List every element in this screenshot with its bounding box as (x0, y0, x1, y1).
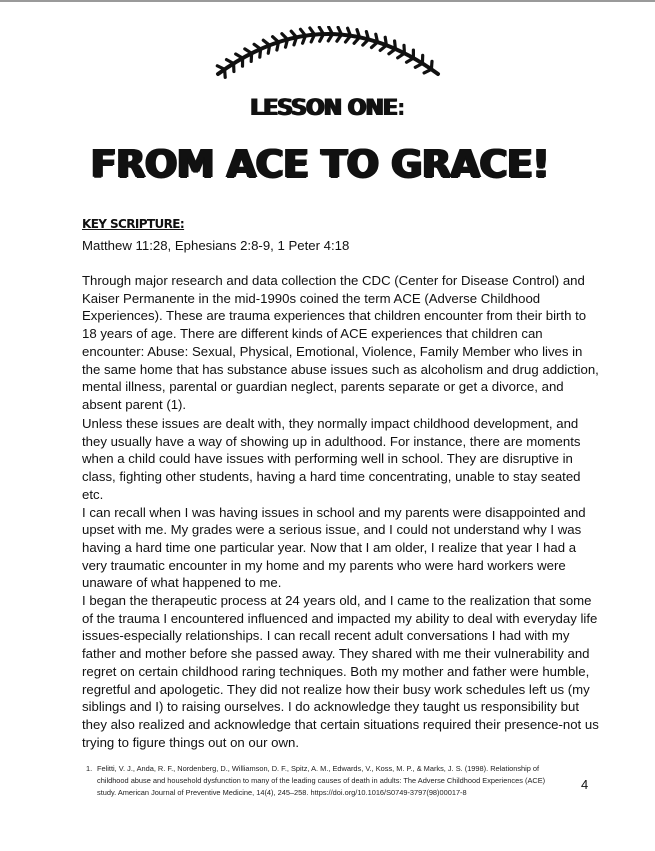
lesson-label-text: LESSON ONE (250, 96, 397, 121)
ornament-stitch (372, 42, 378, 47)
page-title: FROM ACE TO GRACE! (90, 142, 550, 186)
paragraph-text: I began the therapeutic process at 24 years old, and I came to the realization that some of the trauma I encountered influenced and impacted my ability to deal with everyday life issues-especially relationships. I can recall recent adult conversations I had with my father and mother before she passed away. They shared with me their vulnerability and regret on certain childhood raring techniques. Both my mother and father were humble, regretful and apologetic. They did not realize how their busy work schedules left us (my siblings and I) to raising ourselves. I do acknowledge they taught us responsibility but they also realized and acknowledge that certain situations required their presence-not us trying to figure things out on our own. (82, 593, 599, 750)
page-number: 4 (581, 777, 589, 792)
footnote-text: Felitti, V. J., Anda, R. F., Nordenberg, D., Williamson, D. F., Spitz, A. M., Edwards, V., Koss, M. P., & Marks, J. S. (1998). Relationship of childhood abuse and household dysfunction to many of the leading causes of death in adults: The Adverse Childhood Experiences (ACE) study. American Journal of Preventive Medicine, 14(4), 245–258. https://doi.org/10.1016/S0749-3797(98)00017-8 (97, 764, 546, 798)
body-paragraph-1 (82, 272, 602, 414)
body-paragraph-2 (82, 415, 602, 592)
ornament-stitch (398, 53, 405, 58)
ornament-stitch (260, 49, 261, 57)
ornament-stitch (225, 69, 226, 77)
lesson-label-colon: : (396, 96, 405, 121)
ornament-stitch (277, 42, 279, 50)
lesson-label (0, 96, 655, 121)
ornament-stitch (415, 64, 422, 68)
body-paragraph-3 (82, 592, 602, 751)
ornament-stitch (389, 49, 396, 54)
ornament-stitch (407, 58, 414, 62)
ornament-stitch (286, 39, 288, 47)
key-scripture-label: KEY SCRIPTURE: (82, 217, 185, 231)
ornament-stitch (424, 69, 431, 73)
ornament-stitch (380, 45, 386, 50)
paragraph-text: Unless these issues are dealt with, they normally impact childhood development, and they usually have a way of showing up in adulthood. For instance, there are moments when a child could have issues with performing well in school. They are disruptive in class, fighting other students, having a hard time concentrating, unable to stay seated etc. I can recall when I was having issues in school and my parents were disappointed and upset with me. My grades were a serious issue, and I could not understand why I was having a hard time one particular year. Now that I am older, I realize that year I had a very traumatic encounter in my home and my parents who were hard workers were unaware of what happened to me. (82, 416, 586, 591)
laurel-stitch-arc-ornament-icon (212, 26, 444, 86)
ornament-stitch (268, 45, 269, 53)
footnote (86, 763, 556, 800)
paragraph-text: Through major research and data collection the CDC (Center for Disease Control) and Kaiser Permanente in the mid-1990s coined the term ACE (Adverse Childhood Experiences). These are trauma experiences that children encounter from their birth to 18 years of age. There are different kinds of ACE experiences that children can encounter: Abuse: Sexual, Physical, Emotional, Violence, Family Member who lives in the same home that has substance abuse issues such as alcoholism and drug addiction, mental illness, parental or guardian neglect, parents separate or get a divorce, and absent parent (1). (82, 273, 599, 412)
page-top-border (0, 0, 655, 2)
footnote-number: 1. (86, 764, 93, 773)
scripture-references: Matthew 11:28, Ephesians 2:8-9, 1 Peter 4:18 (82, 238, 350, 253)
